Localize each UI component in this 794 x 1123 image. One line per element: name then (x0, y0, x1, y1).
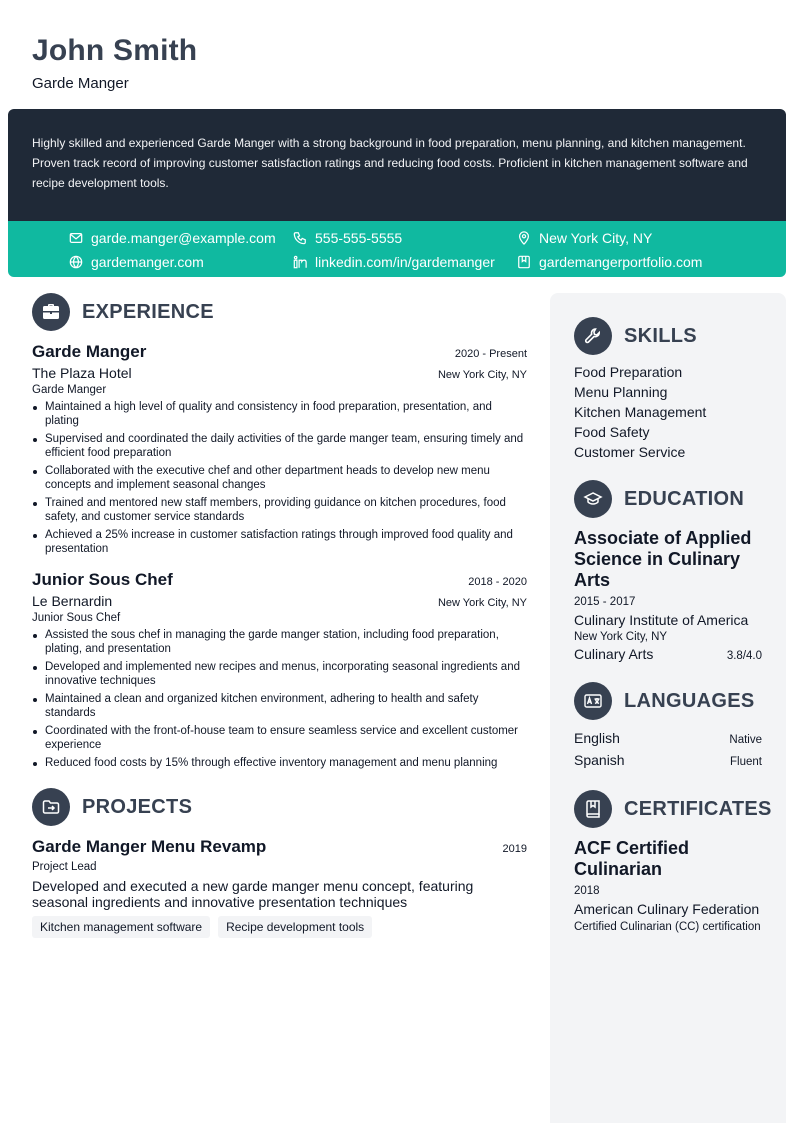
language-level: Fluent (730, 756, 762, 768)
projects-title: PROJECTS (82, 795, 193, 818)
project-tags (32, 916, 527, 938)
certificate-name: ACF Certified Culinarian (574, 838, 690, 879)
job-title: Junior Sous Chef (32, 570, 173, 589)
list-item: Reduced food costs by 15% through effective inventory management and menu planning (32, 756, 527, 770)
education-dates: 2015 - 2017 (574, 596, 636, 608)
main-column (32, 293, 527, 938)
job-role: Garde Manger (32, 384, 107, 396)
list-item: Collaborated with the executive chef and other department heads to develop new menu concepts and implement seasonal changes (32, 464, 527, 492)
contact-location (517, 229, 652, 247)
list-item: Kitchen Management (574, 404, 707, 420)
education-entry (574, 528, 762, 662)
education-gpa: 3.8/4.0 (726, 650, 762, 662)
languages-title: LANGUAGES (624, 689, 755, 712)
certificates-heading (574, 790, 772, 828)
language-level: Native (729, 734, 762, 746)
list-item: Maintained a clean and organized kitchen environment, adhering to health and safety standards (32, 692, 527, 720)
experience-heading (32, 293, 527, 331)
list-item: Coordinated with the front-of-house team to ensure seamless service and excellent customer experience (32, 724, 527, 752)
job-company: The Plaza Hotel (32, 365, 132, 381)
job-title: Garde Manger (32, 342, 147, 361)
resume-header (32, 30, 197, 94)
portfolio-text: gardemangerportfolio.com (539, 254, 703, 270)
contact-email[interactable] (69, 229, 276, 247)
location-text: New York City, NY (539, 230, 653, 246)
project-title: Garde Manger Menu Revamp (32, 837, 267, 856)
certificate-issuer: American Culinary Federation (574, 901, 760, 917)
project-year: 2019 (502, 843, 527, 855)
skills-list (574, 362, 762, 462)
location-icon (517, 231, 531, 245)
language-icon (583, 691, 603, 711)
list-item: Customer Service (574, 444, 686, 460)
website-text: gardemanger.com (91, 254, 204, 270)
job-dates: 2020 - Present (454, 348, 527, 360)
phone-text: 555-555-5555 (315, 230, 403, 246)
tag: Kitchen management software (32, 916, 210, 938)
languages-list (574, 728, 762, 772)
job-company: Le Bernardin (32, 593, 113, 609)
languages-heading (574, 682, 762, 720)
project-description: Developed and executed a new garde manger menu concept, featuring seasonal ingredients and innovative presentation techniques (32, 878, 474, 910)
education-location: New York City, NY (574, 631, 668, 643)
certificates-title: CERTIFICATES (624, 797, 772, 820)
graduation-cap-icon (583, 489, 603, 509)
contact-phone[interactable] (293, 229, 402, 247)
education-degree: Associate of Applied Science in Culinary Arts (574, 528, 752, 590)
education-heading (574, 480, 762, 518)
globe-icon (69, 255, 83, 269)
briefcase-icon (41, 302, 61, 322)
summary-text: Highly skilled and experienced Garde Manger with a strong background in food preparation, menu planning, and kitchen management. Proven track record of improving customer satisfaction ratings and reducing food costs. Proficient in kitchen management software and recipe development tools. (32, 136, 748, 190)
candidate-title: Garde Manger (32, 75, 129, 92)
job-role: Junior Sous Chef (32, 612, 121, 624)
job-bullets (32, 628, 527, 770)
linkedin-icon (293, 255, 307, 269)
skills-heading (574, 317, 762, 355)
list-item (574, 728, 762, 750)
list-item: Maintained a high level of quality and consistency in food preparation, presentation, and plating (32, 400, 527, 428)
summary-section (8, 109, 786, 221)
job-entry (32, 570, 527, 770)
email-text: garde.manger@example.com (91, 230, 276, 246)
list-item: Menu Planning (574, 384, 668, 400)
candidate-name: John Smith (32, 34, 198, 67)
portfolio-icon (517, 255, 531, 269)
list-item: Food Safety (574, 424, 650, 440)
linkedin-text: linkedin.com/in/gardemanger (315, 254, 495, 270)
job-entry (32, 342, 527, 556)
certificate-entry (574, 838, 762, 934)
sidebar-panel (550, 293, 786, 1123)
job-dates: 2018 - 2020 (468, 576, 527, 588)
list-item: Achieved a 25% increase in customer satisfaction ratings through improved food quality and presentation (32, 528, 527, 556)
job-location: New York City, NY (437, 597, 527, 609)
project-entry (32, 837, 527, 938)
experience-title: EXPERIENCE (82, 300, 214, 323)
tag: Recipe development tools (218, 916, 372, 938)
certificate-year: 2018 (574, 885, 600, 897)
language-name: English (574, 730, 620, 746)
list-item: Developed and implemented new recipes and menus, incorporating seasonal ingredients and innovative techniques (32, 660, 527, 688)
mail-icon (69, 231, 83, 245)
contact-bar (8, 221, 786, 277)
list-item: Supervised and coordinated the daily activities of the garde manger team, ensuring timely and efficient food preparation (32, 432, 527, 460)
projects-heading (32, 788, 527, 826)
language-name: Spanish (574, 752, 625, 768)
list-item: Assisted the sous chef in managing the garde manger station, including food preparation, plating, and presentation (32, 628, 527, 656)
job-bullets (32, 400, 527, 556)
skills-title: SKILLS (624, 324, 697, 347)
job-location: New York City, NY (437, 369, 527, 381)
contact-portfolio[interactable] (517, 253, 702, 271)
phone-icon (293, 231, 307, 245)
list-item: Food Preparation (574, 364, 683, 380)
education-title: EDUCATION (624, 487, 745, 510)
list-item (574, 750, 762, 772)
contact-website[interactable] (69, 253, 204, 271)
certificate-description: Certified Culinarian (CC) certification (574, 921, 761, 933)
wrench-icon (583, 326, 603, 346)
education-school: Culinary Institute of America (574, 612, 749, 628)
contact-linkedin[interactable] (293, 253, 495, 271)
list-item: Trained and mentored new staff members, providing guidance on kitchen procedures, food safety, and customer service standards (32, 496, 527, 524)
education-field: Culinary Arts (574, 646, 654, 662)
certificate-icon (583, 799, 603, 819)
folder-icon (41, 797, 61, 817)
project-role: Project Lead (32, 861, 97, 873)
